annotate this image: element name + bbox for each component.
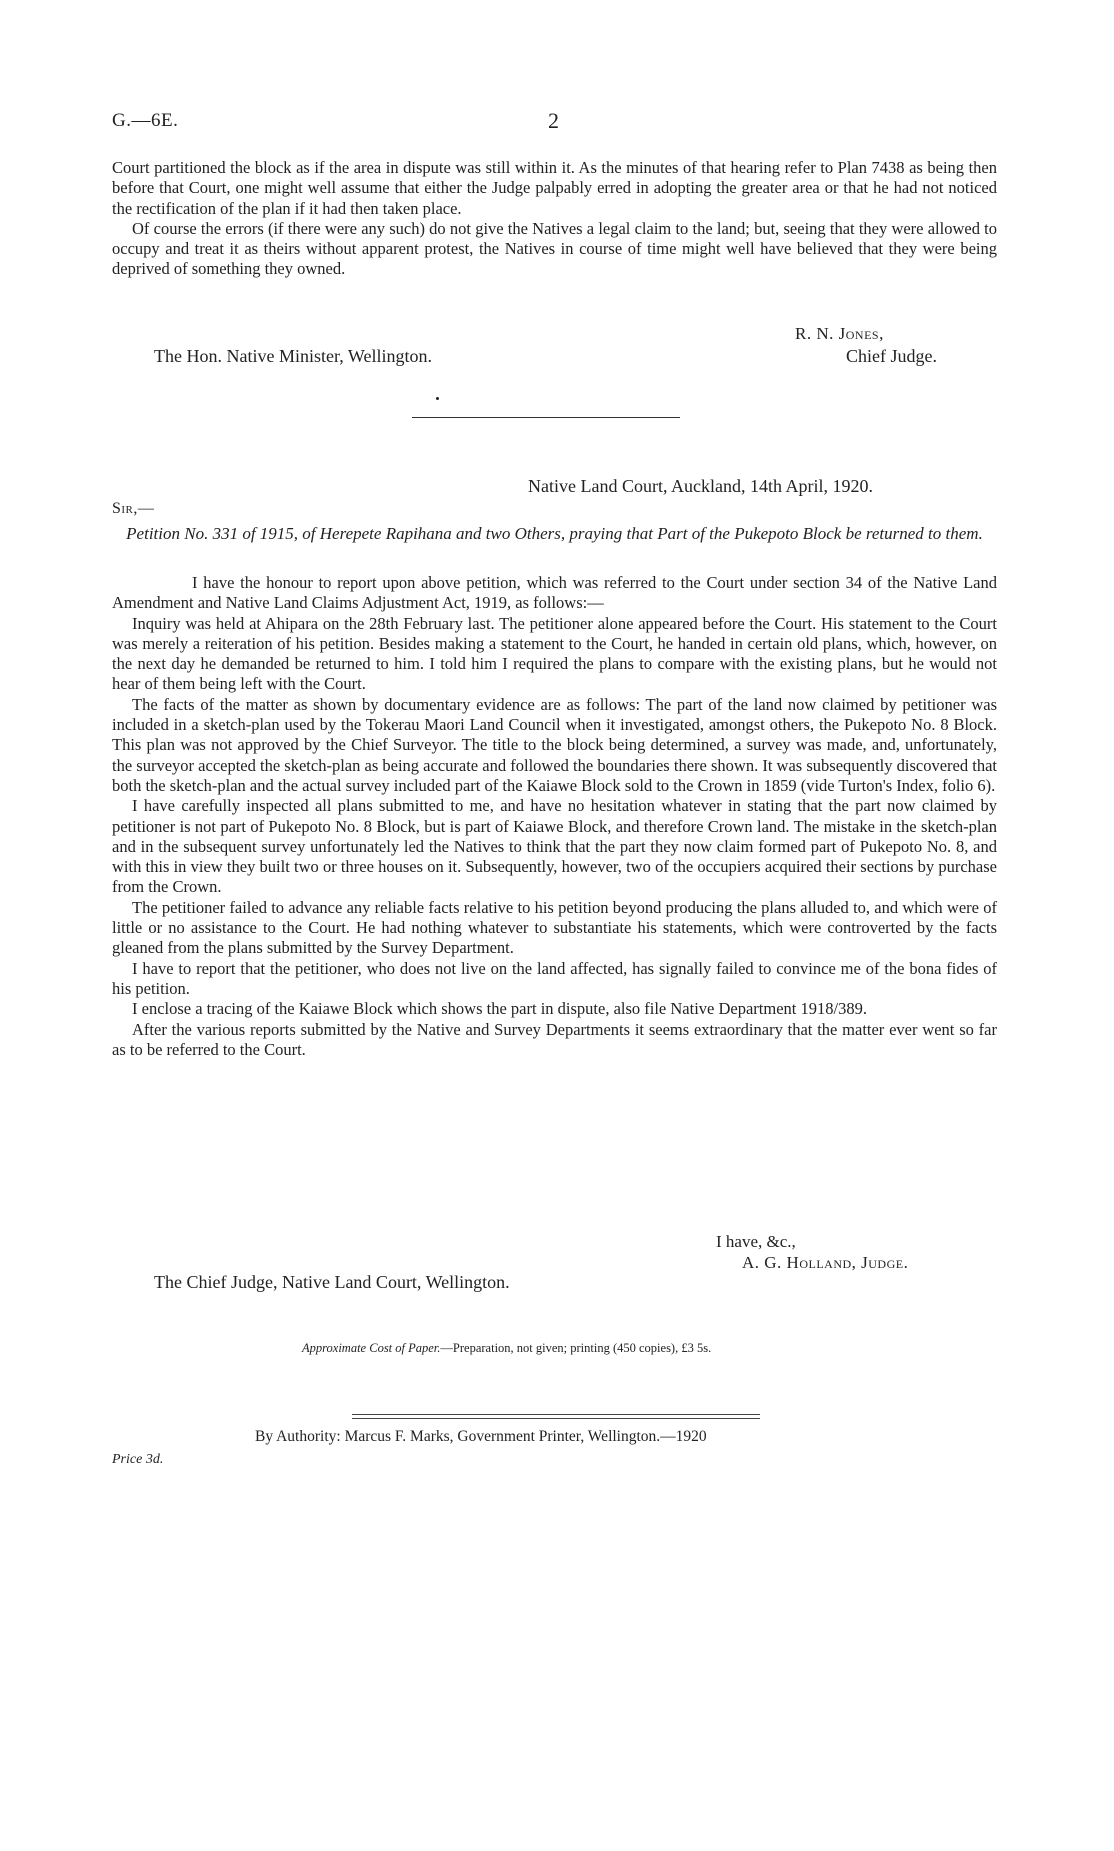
letter1-paragraph: Of course the errors (if there were any such) do not give the Natives a legal claim to the land; but, seeing that they were allowed to occupy and treat it as theirs without apparent protest, the Natives in course of time might well have believed that they were being deprived of something they owned. (112, 218, 997, 279)
cost-note (302, 1341, 711, 1356)
government-printer-imprint: By Authority: Marcus F. Marks, Government Printer, Wellington.—1920 (255, 1428, 707, 1445)
letter2-paragraph: I have the honour to report upon above petition, which was referred to the Court under section 34 of the Native Land Amendment and Native Land Claims Adjustment Act, 1919, as follows:— (112, 573, 997, 613)
page-number: 2 (548, 108, 559, 133)
document-code: G.—6E. (112, 110, 179, 131)
letter1-addressee: The Hon. Native Minister, Wellington. (154, 346, 432, 366)
cost-text: —Preparation, not given; printing (450 copies), £3 5s. (440, 1341, 712, 1355)
letter1-signatory-name: R. N. Jones, (795, 324, 884, 343)
letter2-paragraph: I have to report that the petitioner, who does not live on the land affected, has signally failed to convince me of the bona fides of his petition. (112, 958, 997, 998)
letter2-addressee: The Chief Judge, Native Land Court, Wellington. (154, 1272, 510, 1292)
price: Price 3d. (112, 1452, 164, 1467)
section-separator-rule (412, 417, 680, 418)
petition-title: Petition No. 331 of 1915, of Herepete Rapihana and two Others, praying that Part of the Pukepoto Block be returned to them. (126, 524, 983, 543)
letter2-paragraph: I have carefully inspected all plans submitted to me, and have no hesitation whatever in stating that the part now claimed by petitioner is not part of Pukepoto No. 8 Block, but is part of Kaiawe Block, and therefore Crown land. The mistake in the sketch-plan and in the subsequent survey unfortunately led the Natives to think that the part they now claim formed part of Pukepoto No. 8, and with this in view they built two or three houses on it. Subsequently, however, two of the occupiers acquired their sections by purchase from the Crown. (112, 796, 997, 897)
letter2-paragraph: Inquiry was held at Ahipara on the 28th February last. The petitioner alone appeared before the Court. His statement to the Court was merely a reiteration of his petition. Besides making a statement to the Court, he handed in certain old plans, which, however, on the next day he demanded be returned to him. I told him I required the plans to compare with the existing plans, but he would not hear of them being left with the Court. (112, 613, 997, 694)
imprint-rule-bottom (352, 1418, 760, 1419)
letter2-salutation: Sir,— (112, 500, 155, 517)
letter2-signatory: A. G. Holland, Judge. (742, 1253, 909, 1272)
letter1-paragraph: Court partitioned the block as if the area in dispute was still within it. As the minutes of that hearing refer to Plan 7438 as being then before that Court, one might well assume that either the Judge palpably erred in adopting the greater area or that he had not noticed the rectification of the plan if it had then taken place. (112, 158, 997, 218)
letter2-paragraph: After the various reports submitted by the Native and Survey Departments it seems extraordinary that the matter ever went so far as to be referred to the Court. (112, 1019, 997, 1059)
letter2-place-date: Native Land Court, Auckland, 14th April, 1920. (528, 476, 873, 496)
letter2-paragraph: I enclose a tracing of the Kaiawe Block which shows the part in dispute, also file Native Department 1918/389. (132, 999, 867, 1019)
imprint-rule-top (352, 1414, 760, 1415)
letter1-signatory-title: Chief Judge. (846, 346, 937, 366)
letter1-body (112, 158, 997, 280)
letter2-body (112, 573, 997, 1060)
letter2-paragraph: The facts of the matter as shown by documentary evidence are as follows: The part of the land now claimed by petitioner was included in a sketch-plan used by the Tokerau Maori Land Council when it investigated, amongst others, the Pukepoto No. 8 Block. This plan was not approved by the Chief Surveyor. The title to the block being determined, a survey was made, and, unfortunately, the surveyor accepted the sketch-plan as being accurate and followed the boundaries there shown. It was subsequently discovered that both the sketch-plan and the actual survey included part of the Kaiawe Block sold to the Crown in 1859 (vide Turton's Index, folio 6). (112, 694, 997, 795)
cost-label: Approximate Cost of Paper. (302, 1341, 441, 1355)
letter2-closing: I have, &c., (716, 1232, 796, 1251)
separator-dot (436, 397, 439, 400)
letter2-paragraph: The petitioner failed to advance any reliable facts relative to his petition beyond producing the plans alluded to, and which were of little or no assistance to the Court. He had nothing whatever to substantiate his statements, which were controverted by the facts gleaned from the plans submitted by the Survey Department. (112, 897, 997, 958)
